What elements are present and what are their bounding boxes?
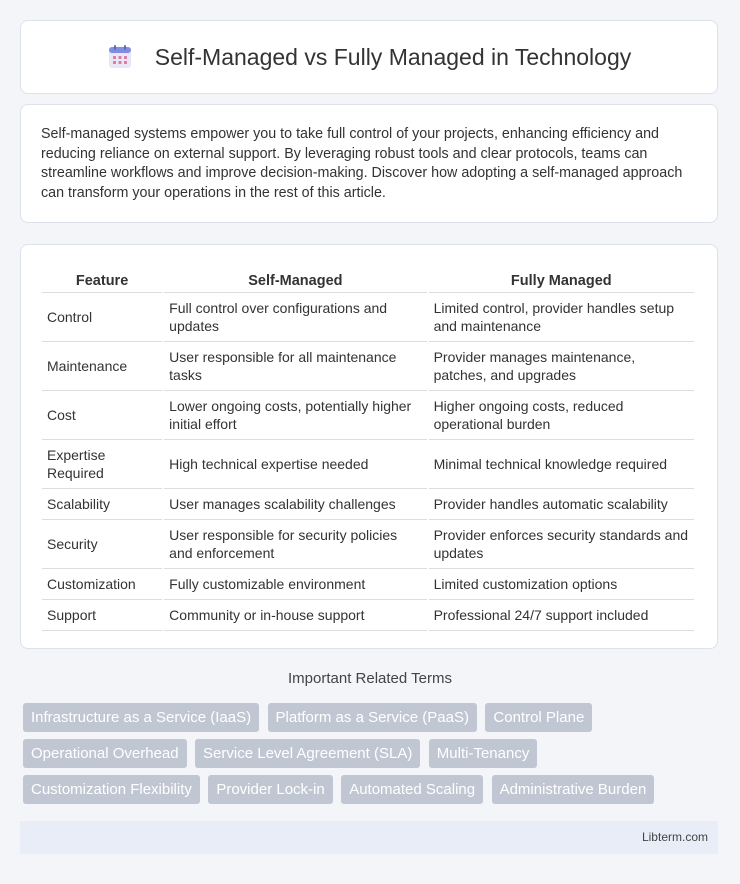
- table-cell: Support: [42, 600, 162, 631]
- related-term-tag[interactable]: Infrastructure as a Service (IaaS): [23, 703, 259, 732]
- table-cell: Higher ongoing costs, reduced operational burden: [429, 391, 694, 440]
- table-cell: Provider manages maintenance, patches, and upgrades: [429, 342, 694, 391]
- table-row: [42, 293, 694, 342]
- table-cell: Limited control, provider handles setup and maintenance: [429, 293, 694, 342]
- table-cell: Provider enforces security standards and updates: [429, 520, 694, 569]
- table-cell: User manages scalability challenges: [164, 489, 426, 520]
- related-terms-list: [23, 703, 723, 811]
- table-cell: Lower ongoing costs, potentially higher initial effort: [164, 391, 426, 440]
- table-cell: User responsible for all maintenance tasks: [164, 342, 426, 391]
- intro-card: [20, 104, 718, 223]
- table-row: [42, 520, 694, 569]
- comparison-table: [40, 265, 696, 631]
- table-cell: Customization: [42, 569, 162, 600]
- related-term-tag[interactable]: Administrative Burden: [492, 775, 655, 804]
- related-term-tag[interactable]: Platform as a Service (PaaS): [268, 703, 477, 732]
- table-cell: Limited customization options: [429, 569, 694, 600]
- table-row: [42, 440, 694, 489]
- title-card: [20, 20, 718, 94]
- table-cell: Expertise Required: [42, 440, 162, 489]
- column-header-self-managed: Self-Managed: [164, 265, 426, 293]
- table-cell: Maintenance: [42, 342, 162, 391]
- page-title: Self-Managed vs Fully Managed in Technology: [154, 43, 632, 70]
- table-row: [42, 569, 694, 600]
- table-row: [42, 600, 694, 631]
- column-header-feature: Feature: [42, 265, 162, 293]
- related-term-tag[interactable]: Control Plane: [485, 703, 592, 732]
- related-term-tag[interactable]: Operational Overhead: [23, 739, 187, 768]
- calendar-icon: [107, 44, 133, 70]
- table-cell: Professional 24/7 support included: [429, 600, 694, 631]
- footer-site-link[interactable]: Libterm.com: [641, 830, 708, 844]
- table-row: [42, 391, 694, 440]
- intro-text: Self-managed systems empower you to take full control of your projects, enhancing efficiency and reducing reliance on external support. By leveraging robust tools and clear protocols, teams can streamline workflows and improve decision-making. Discover how adopting a self-managed approach can transform your operations in the rest of this article.: [41, 126, 683, 201]
- table-cell: Cost: [42, 391, 162, 440]
- table-header-row: [42, 265, 694, 293]
- related-term-tag[interactable]: Service Level Agreement (SLA): [195, 739, 420, 768]
- related-term-tag[interactable]: Multi-Tenancy: [429, 739, 538, 768]
- related-terms-heading: Important Related Terms: [288, 670, 452, 687]
- table-cell: Control: [42, 293, 162, 342]
- column-header-fully-managed: Fully Managed: [429, 265, 694, 293]
- table-cell: High technical expertise needed: [164, 440, 426, 489]
- table-cell: Fully customizable environment: [164, 569, 426, 600]
- related-term-tag[interactable]: Customization Flexibility: [23, 775, 200, 804]
- comparison-card: [20, 244, 718, 649]
- table-cell: Minimal technical knowledge required: [429, 440, 694, 489]
- related-term-tag[interactable]: Automated Scaling: [341, 775, 483, 804]
- table-cell: Scalability: [42, 489, 162, 520]
- table-cell: Provider handles automatic scalability: [429, 489, 694, 520]
- table-row: [42, 489, 694, 520]
- related-term-tag[interactable]: Provider Lock-in: [208, 775, 332, 804]
- table-cell: Community or in-house support: [164, 600, 426, 631]
- table-cell: Security: [42, 520, 162, 569]
- table-row: [42, 342, 694, 391]
- table-cell: User responsible for security policies and enforcement: [164, 520, 426, 569]
- footer: [20, 821, 718, 854]
- table-cell: Full control over configurations and updates: [164, 293, 426, 342]
